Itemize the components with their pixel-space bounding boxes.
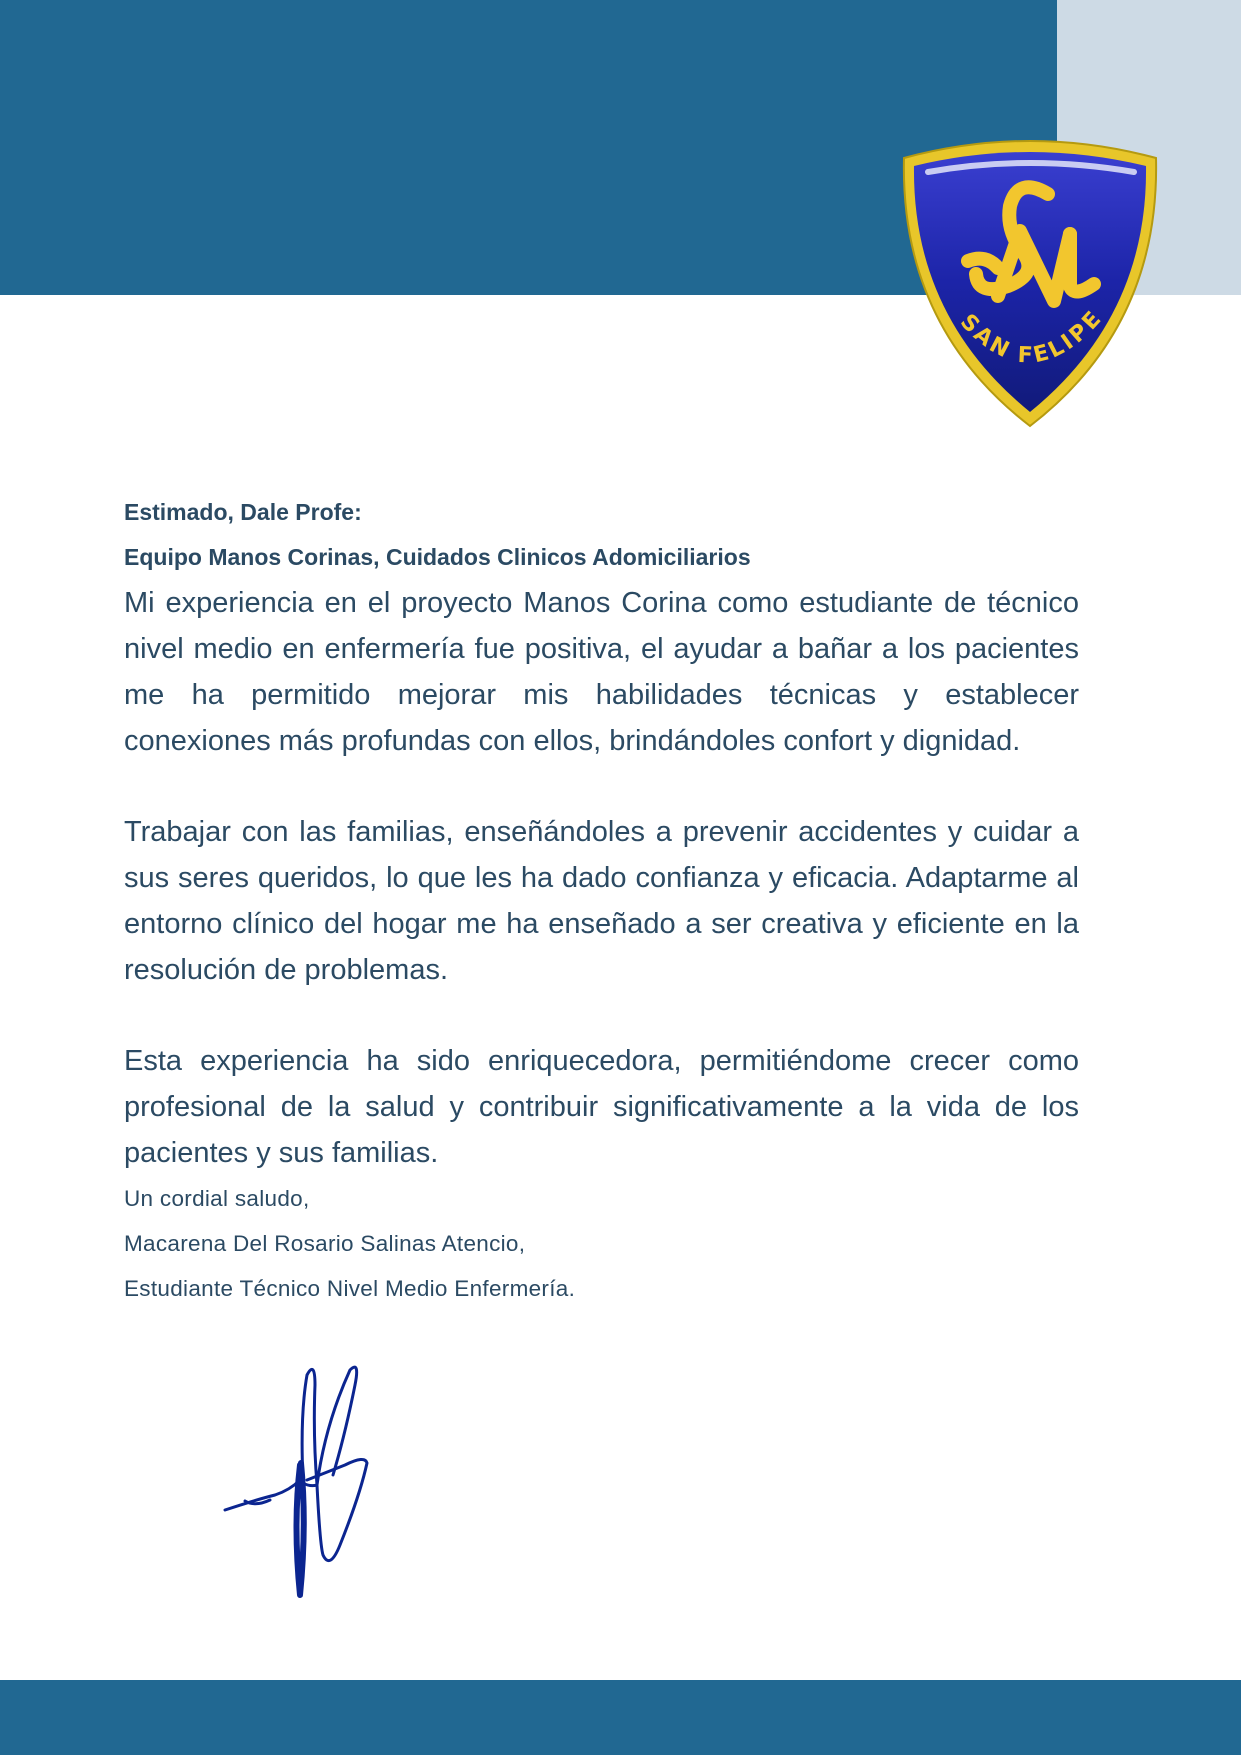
recipient: Equipo Manos Corinas, Cuidados Clinicos Adomiciliarios [124, 544, 751, 570]
salutation: Estimado, Dale Profe: [124, 499, 362, 525]
closing: Un cordial saludo, [124, 1186, 310, 1211]
san-felipe-shield-logo [898, 136, 1162, 430]
handwritten-signature [215, 1355, 415, 1605]
signer-name: Macarena Del Rosario Salinas Atencio, [124, 1231, 526, 1256]
paragraph-3: Esta experiencia ha sido enriquecedora, permitiéndome crecer como profesional de la salud y contribuir significativamente a la vida de los pacientes y sus familias. [124, 1045, 1079, 1169]
signer-title: Estudiante Técnico Nivel Medio Enfermería. [124, 1276, 576, 1301]
letter-body [124, 490, 1079, 1311]
logo-text: SAN FELIPE [955, 304, 1109, 369]
paragraph-2: Trabajar con las familias, enseñándoles a prevenir accidentes y cuidar a sus seres queridos, lo que les ha dado confianza y eficacia. Adaptarme al entorno clínico del hogar me ha enseñado a ser creativa y eficiente en la resolución de problemas. [124, 816, 1079, 986]
footer-band [0, 1680, 1241, 1755]
paragraph-1: Mi experiencia en el proyecto Manos Corina como estudiante de técnico nivel medio en enfermería fue positiva, el ayudar a bañar a los pacientes me ha permitido mejorar mis habilidades técnicas y establecer conexiones más profundas con ellos, brindándoles confort y dignidad. [124, 587, 1079, 757]
